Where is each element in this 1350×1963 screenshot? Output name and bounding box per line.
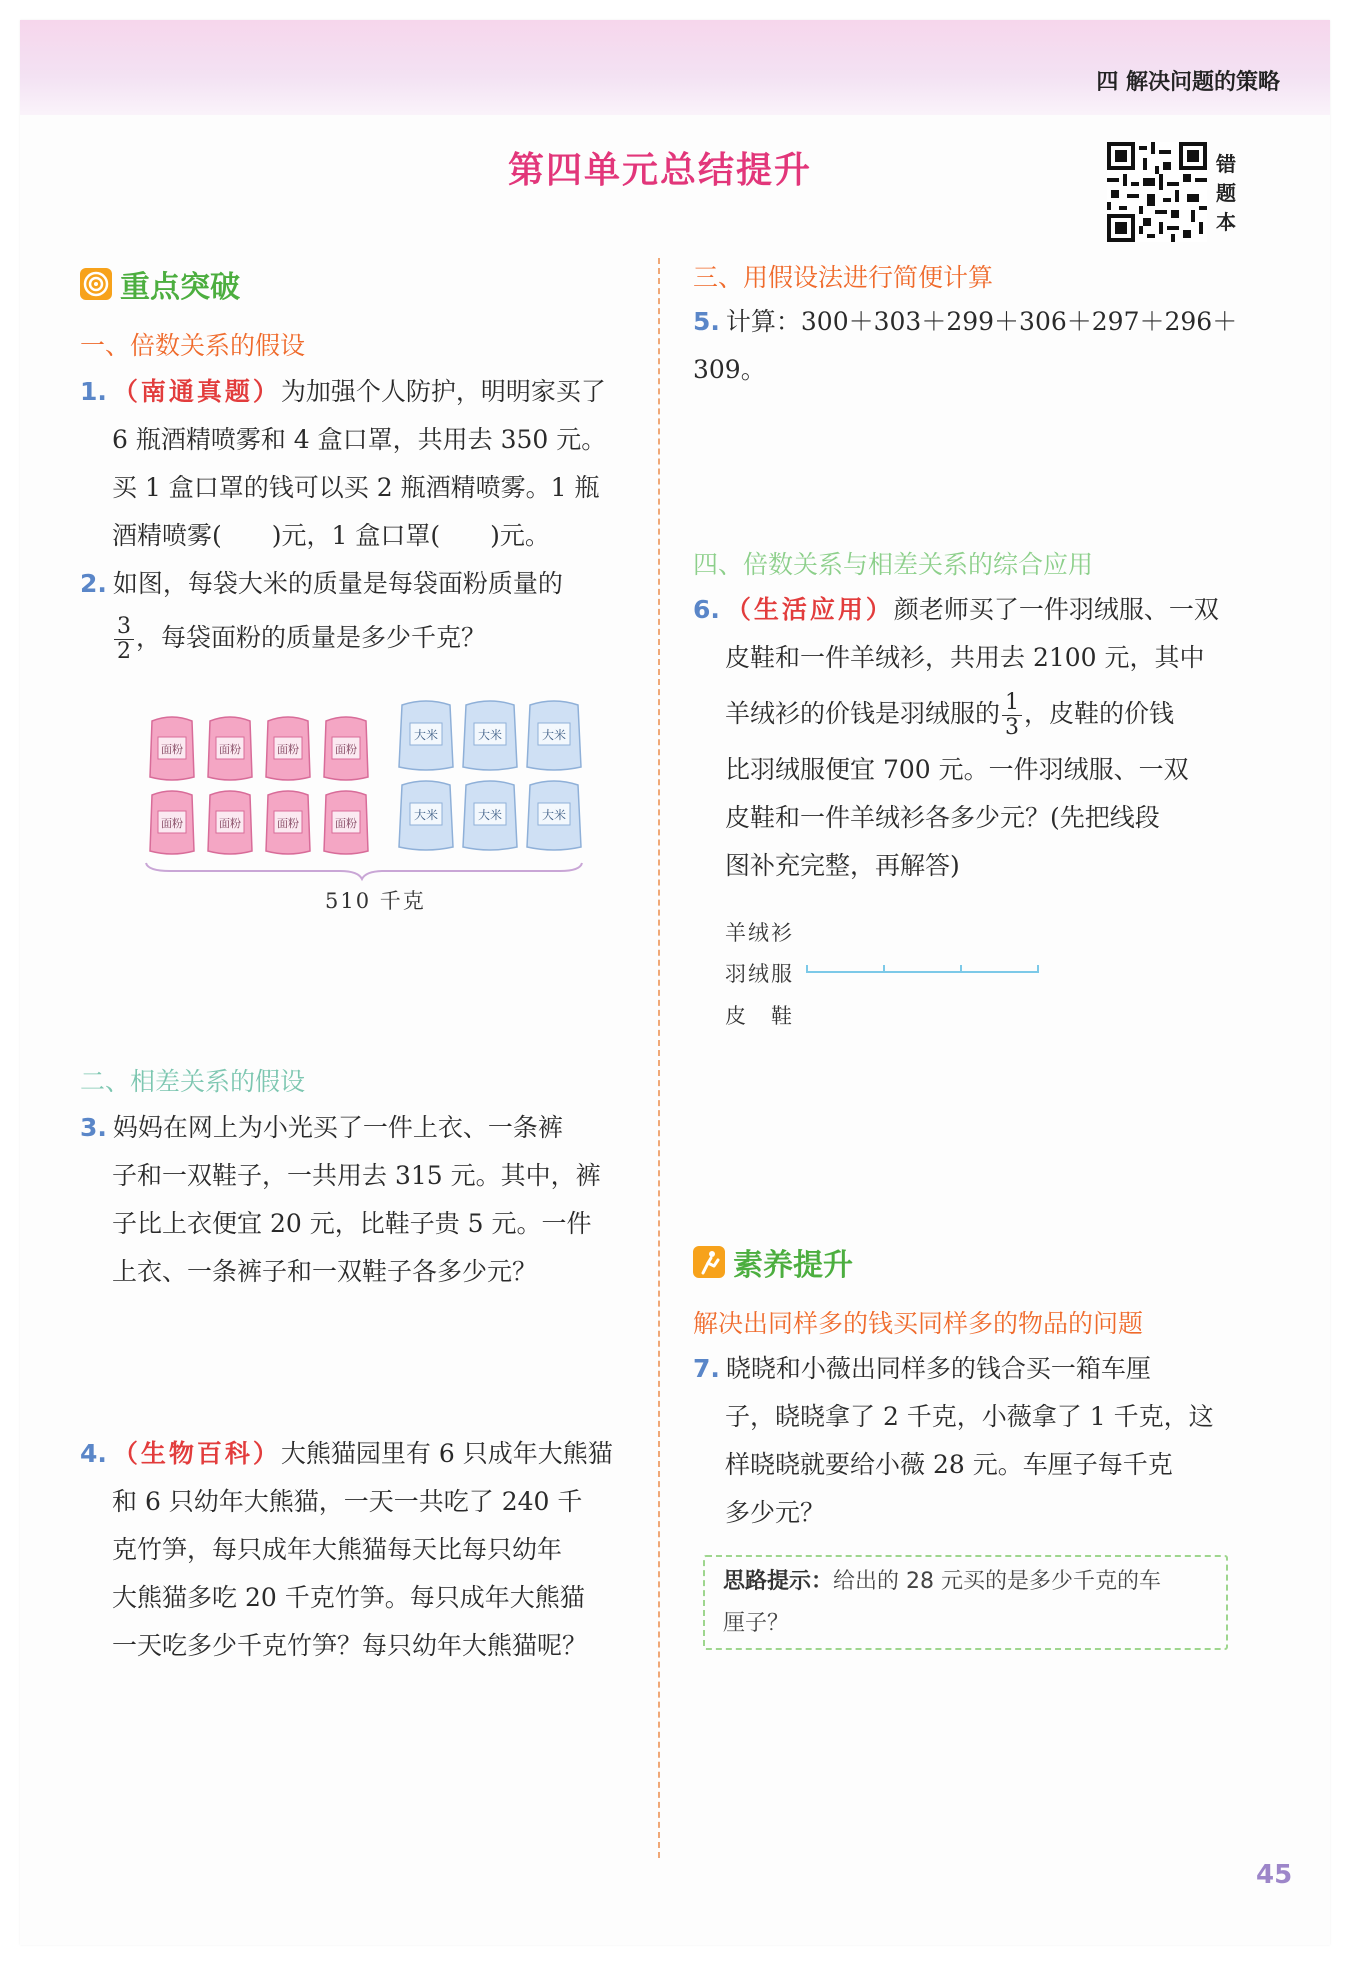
subheading-simplify: 三、用假设法进行简便计算 (693, 263, 994, 292)
question-3: 3. 妈妈在网上为小光买了一件上衣、一条裤 子和一双鞋子，一共用去 315 元。其中，裤 子比上衣便宜 20 元，比鞋子贵 5 元。一件 上衣、一条裤子和一双鞋子各多少元？ (80, 1113, 601, 1286)
person-climbing-icon (693, 1246, 725, 1278)
hint-lead: 思路提示： (723, 1569, 834, 1594)
svg-text:面粉: 面粉 (161, 817, 183, 830)
question-number: 2. (80, 569, 107, 598)
svg-text:大米: 大米 (413, 728, 439, 742)
question-tag: （生物百科） (112, 1439, 281, 1468)
down-jacket-segment (806, 971, 1038, 973)
svg-text:面粉: 面粉 (219, 817, 241, 830)
subheading-difference: 二、相差关系的假设 (80, 1067, 306, 1096)
segment-tick (806, 965, 808, 973)
question-number: 3. (80, 1113, 107, 1142)
svg-text:面粉: 面粉 (335, 743, 357, 756)
question-tag: （生活应用） (725, 595, 894, 624)
flour-rice-bags-illustration (140, 695, 600, 895)
qr-label: 错 题 本 (1216, 152, 1236, 234)
question-tag: （南通真题） (112, 377, 281, 406)
svg-text:面粉: 面粉 (161, 743, 183, 756)
svg-text:大米: 大米 (413, 808, 439, 822)
hint-box: 思路提示：给出的 28 元买的是多少千克的车 厘子？ (703, 1555, 1228, 1650)
diagram-label-sweater: 羊绒衫 (725, 921, 794, 945)
question-4: 4. （生物百科）大熊猫园里有 6 只成年大熊猫 和 6 只幼年大熊猫，一天一共吃了 240 千 克竹笋，每只成年大熊猫每天比每只幼年 大熊猫多吃 20 千克竹笋。每只成年大熊猫 一天吃多少千克竹笋？每只幼年大熊猫呢？ (80, 1439, 613, 1660)
page-number: 45 (1256, 1860, 1293, 1890)
subheading-multiple: 一、倍数关系的假设 (80, 331, 306, 360)
column-divider (658, 258, 660, 1858)
question-number: 4. (80, 1439, 107, 1468)
section-focus-title: 重点突破 (120, 270, 240, 305)
segment-tick (1037, 965, 1039, 973)
total-weight-label: 510 千克 (325, 889, 426, 913)
qr-code-icon[interactable] (1107, 142, 1207, 242)
spiral-icon (80, 268, 112, 300)
svg-text:面粉: 面粉 (277, 743, 299, 756)
section-focus-heading (80, 262, 240, 306)
diagram-label-shoes: 皮 鞋 (725, 1004, 794, 1028)
question-1: 1. （南通真题）为加强个人防护，明明家买了 6 瓶酒精喷雾和 4 盒口罩，共用去 350 元。 买 1 盒口罩的钱可以买 2 瓶酒精喷雾。1 瓶 酒精喷雾( )元，1 盒口罩( )元。 (80, 377, 607, 550)
segment-tick (883, 965, 885, 973)
section-quality-heading (693, 1240, 853, 1284)
svg-text:面粉: 面粉 (335, 817, 357, 830)
segment-tick (960, 965, 962, 973)
question-2: 2. 如图，每袋大米的质量是每袋面粉质量的 $\frac{3}{2}$ ，每袋面粉的质量是多少千克？ (80, 569, 563, 664)
subheading-equal-money: 解决出同样多的钱买同样多的物品的问题 (693, 1309, 1144, 1338)
question-number: 5. (693, 307, 720, 336)
svg-text:大米: 大米 (541, 808, 567, 822)
svg-text:面粉: 面粉 (277, 817, 299, 830)
question-number: 6. (693, 595, 720, 624)
section-quality-title: 素养提升 (733, 1248, 853, 1283)
fraction: $\frac{3}{2}$ (114, 615, 134, 664)
question-7: 7. 晓晓和小薇出同样多的钱合买一箱车厘 子，晓晓拿了 2 千克，小薇拿了 1 千克，这 样晓晓就要给小薇 28 元。车厘子每千克 多少元？ (693, 1354, 1214, 1527)
chapter-title: 四 解决问题的策略 (1096, 70, 1280, 95)
svg-text:大米: 大米 (541, 728, 567, 742)
fraction: $\frac{1}{3}$ (1002, 691, 1022, 740)
svg-text:大米: 大米 (477, 728, 503, 742)
question-number: 7. (693, 1354, 720, 1383)
question-5: 5. 计算：300＋303＋299＋306＋297＋296＋309。 (693, 307, 1238, 384)
svg-text:大米: 大米 (477, 808, 503, 822)
unit-title: 第四单元总结提升 (507, 150, 812, 191)
svg-text:面粉: 面粉 (219, 743, 241, 756)
question-number: 1. (80, 377, 107, 406)
diagram-label-down-jacket: 羽绒服 (725, 962, 794, 986)
subheading-combined: 四、倍数关系与相差关系的综合应用 (693, 550, 1094, 579)
question-6: 6. （生活应用）颜老师买了一件羽绒服、一双 皮鞋和一件羊绒衫，共用去 2100 元，其中 羊绒衫的价钱是羽绒服的 $\frac{1}{3}$ ，皮鞋的价钱 比羽绒服便宜 700 元。一件羽绒服、一双 皮鞋和一件羊绒衫各多少元？(先把线段 图补充完整，再解答) (693, 595, 1219, 880)
